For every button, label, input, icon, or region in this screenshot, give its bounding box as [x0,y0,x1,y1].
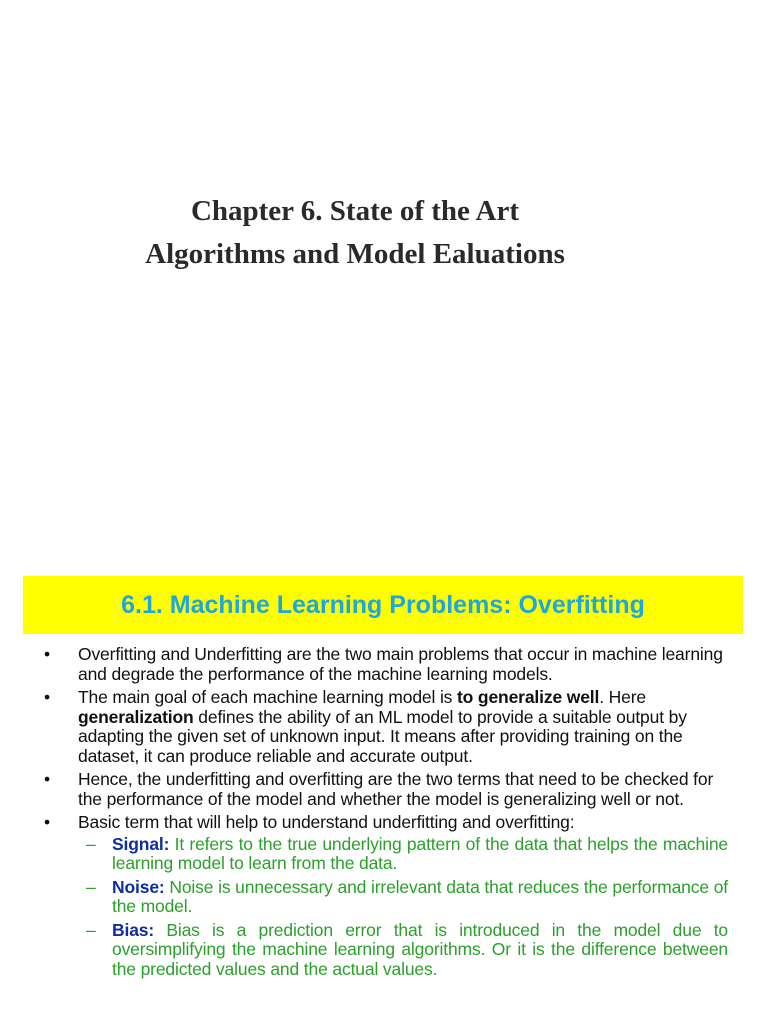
chapter-title-line-2: Algorithms and Model Ealuations [145,238,565,270]
bullet-text [78,688,734,766]
sub-list-item [86,835,728,874]
bullet-marker: • [44,812,50,832]
bold-phrase: generalization [78,706,194,727]
dash-marker: – [86,876,96,897]
chapter-title [0,190,710,276]
bullet-marker: • [44,644,50,664]
term-definition: Noise is unnecessary and irrelevant data that reduces the performance of the model. [112,876,728,916]
bullet-marker: • [44,769,50,789]
sub-list-item [86,878,728,917]
dash-marker: – [86,919,96,940]
section-heading: 6.1. Machine Learning Problems: Overfitting [121,591,645,619]
bullet-list [44,645,734,983]
term-definition: It refers to the true underlying pattern of the data that helps the machine learning model to learn from the data. [112,833,728,873]
term-label: Signal: [112,833,170,854]
section-heading-bar [23,576,743,634]
bullet-text-part: The main goal of each machine learning model is [78,687,457,707]
term-definition: Bias is a prediction error that is introduced in the model due to oversimplifying the machine learning algorithms. Or it is the difference between the predicted values and the actual values. [112,919,728,979]
bullet-text-part: . Here [599,687,646,707]
bullet-text-part: defines the ability of an ML model to provide a suitable output by adapting the given set of unknown input. It means after providing training on the dataset, it can produce reliable and accurate output. [78,706,687,766]
list-item [44,813,734,979]
bullet-text: Basic term that will help to understand underfitting and overfitting: [78,812,575,832]
list-item [44,688,734,766]
chapter-title-line-1: Chapter 6. State of the Art [190,195,520,227]
bold-phrase: to generalize well [457,687,600,707]
term-label: Bias: [112,919,155,940]
list-item [44,770,734,809]
bullet-marker: • [44,687,50,707]
dash-marker: – [86,833,96,854]
bullet-text: Hence, the underfitting and overfitting are the two terms that need to be checked for the performance of the model and whether the model is generalizing well or not. [78,769,714,809]
sub-list-item [86,921,728,980]
term-label: Noise: [112,876,165,897]
sub-list [86,835,728,980]
list-item [44,645,734,684]
bullet-text: Overfitting and Underfitting are the two main problems that occur in machine learning and degrade the performance of the machine learning models. [78,644,723,684]
